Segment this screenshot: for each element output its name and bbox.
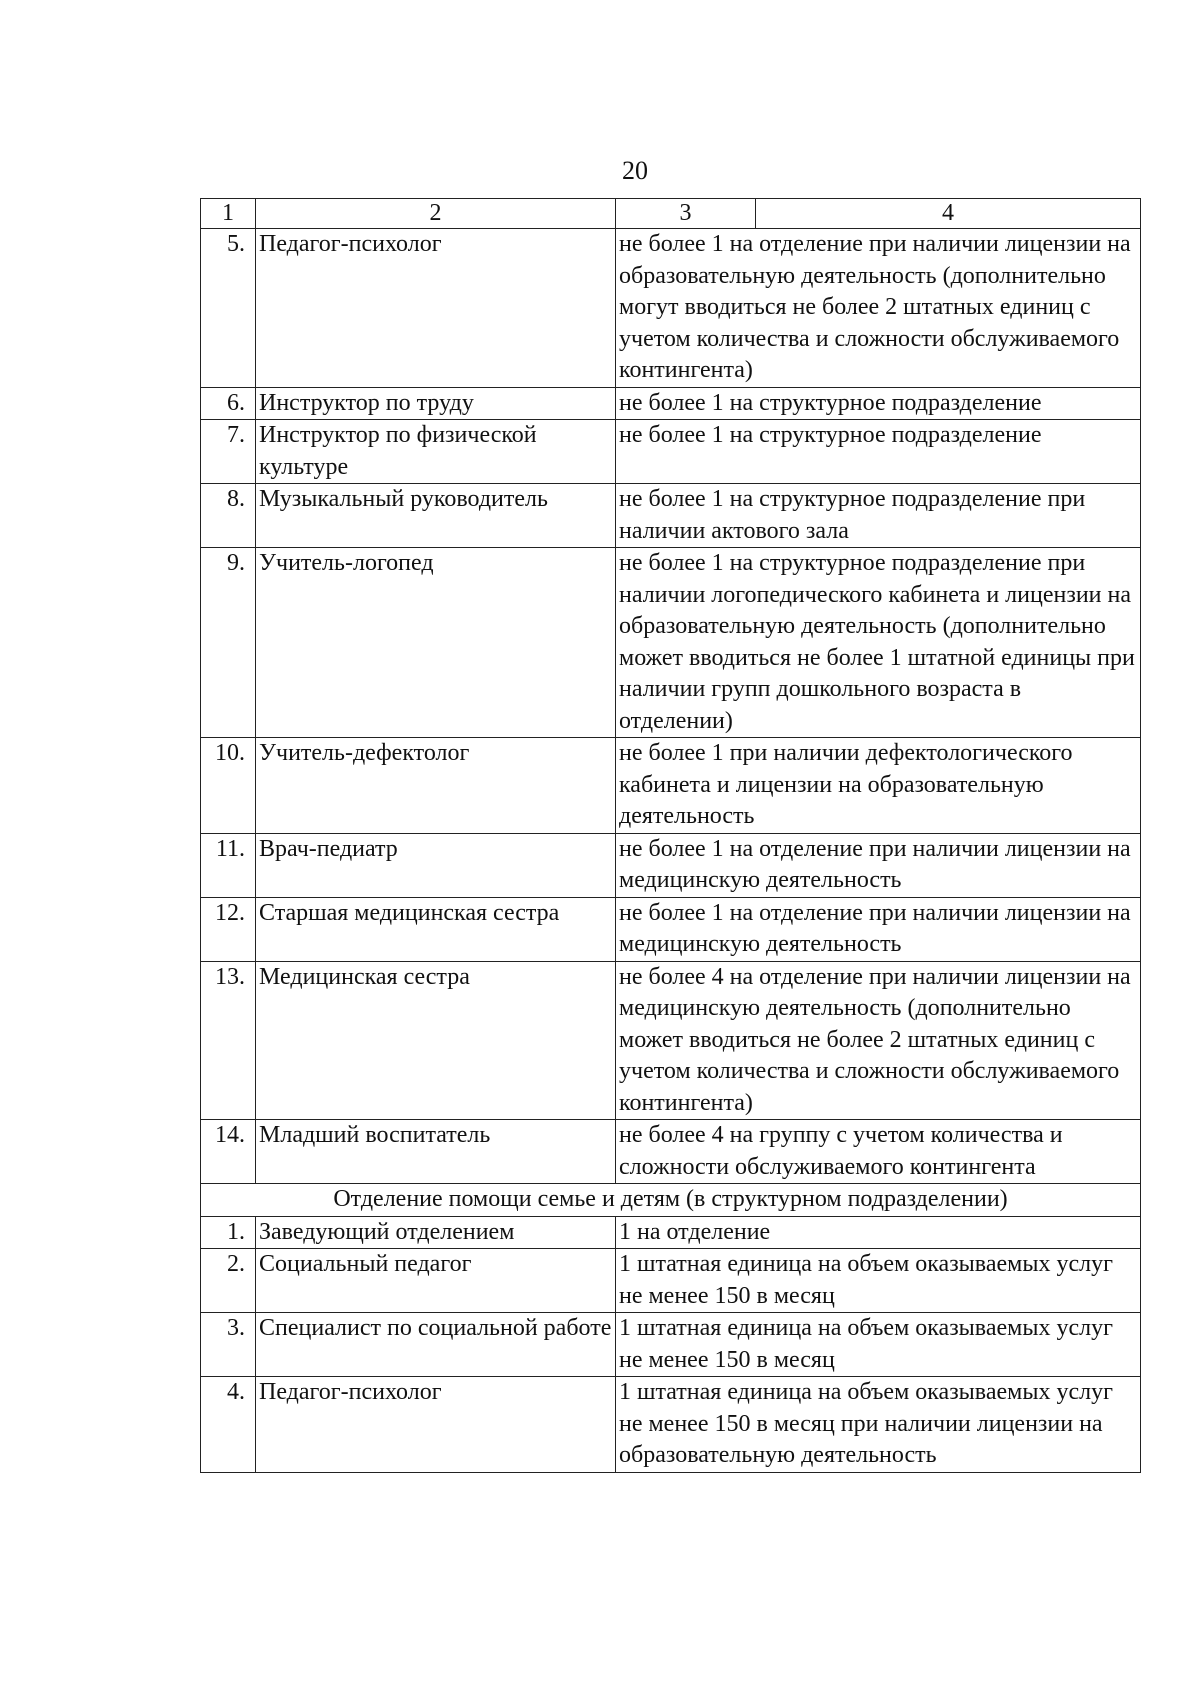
staffing-table: [200, 198, 1141, 1473]
staffing-norm: не более 1 на структурное подразделение: [616, 420, 1141, 484]
staffing-norm: не более 1 при наличии дефектологического кабинета и лицензии на образовательную деятельность: [616, 738, 1141, 834]
row-number: 10.: [201, 738, 256, 834]
staffing-norm: не более 4 на отделение при наличии лицензии на медицинскую деятельность (дополнительно может вводиться не более 2 штатных единиц с учетом количества и сложности обслуживаемого контингента): [616, 961, 1141, 1120]
section-title: Отделение помощи семье и детям (в структурном подразделении): [201, 1184, 1141, 1217]
row-number: 7.: [201, 420, 256, 484]
staffing-norm: не более 1 на отделение при наличии лицензии на образовательную деятельность (дополнительно могут вводиться не более 2 штатных единиц с учетом количества и сложности обслуживаемого контингента): [616, 229, 1141, 388]
row-number: 9.: [201, 548, 256, 738]
staffing-norm: 1 штатная единица на объем оказываемых услуг не менее 150 в месяц: [616, 1249, 1141, 1313]
row-number: 11.: [201, 833, 256, 897]
table-row: [201, 484, 1141, 548]
staffing-norm: 1 на отделение: [616, 1216, 1141, 1249]
row-number: 14.: [201, 1120, 256, 1184]
table-row: [201, 229, 1141, 388]
staffing-norm: не более 1 на отделение при наличии лицензии на медицинскую деятельность: [616, 897, 1141, 961]
table-row: [201, 1313, 1141, 1377]
staffing-norm: не более 1 на структурное подразделение: [616, 387, 1141, 420]
row-number: 3.: [201, 1313, 256, 1377]
table-row: [201, 833, 1141, 897]
row-number: 6.: [201, 387, 256, 420]
position-name: Заведующий отделением: [256, 1216, 616, 1249]
position-name: Социальный педагог: [256, 1249, 616, 1313]
staffing-norm: 1 штатная единица на объем оказываемых услуг не менее 150 в месяц: [616, 1313, 1141, 1377]
column-number-row: [201, 199, 1141, 229]
position-name: Инструктор по труду: [256, 387, 616, 420]
position-name: Инструктор по физической культуре: [256, 420, 616, 484]
position-name: Специалист по социальной работе: [256, 1313, 616, 1377]
table-row: [201, 1216, 1141, 1249]
table-row: [201, 1249, 1141, 1313]
column-number-3: 3: [616, 199, 756, 229]
row-number: 8.: [201, 484, 256, 548]
table-row: [201, 548, 1141, 738]
staffing-norm: не более 4 на группу с учетом количества и сложности обслуживаемого контингента: [616, 1120, 1141, 1184]
table-row: [201, 1377, 1141, 1473]
position-name: Учитель-дефектолог: [256, 738, 616, 834]
position-name: Педагог-психолог: [256, 1377, 616, 1473]
column-number-2: 2: [256, 199, 616, 229]
staffing-norm: не более 1 на структурное подразделение при наличии логопедического кабинета и лицензии на образовательную деятельность (дополнительно может вводиться не более 1 штатной единицы при наличии групп дошкольного возраста в отделении): [616, 548, 1141, 738]
column-number-1: 1: [201, 199, 256, 229]
table-row: [201, 387, 1141, 420]
position-name: Врач-педиатр: [256, 833, 616, 897]
page-number: 20: [622, 156, 648, 185]
staffing-norm: не более 1 на отделение при наличии лицензии на медицинскую деятельность: [616, 833, 1141, 897]
row-number: 13.: [201, 961, 256, 1120]
table-row: [201, 738, 1141, 834]
table-row: [201, 897, 1141, 961]
position-name: Музыкальный руководитель: [256, 484, 616, 548]
staffing-norm: не более 1 на структурное подразделение при наличии актового зала: [616, 484, 1141, 548]
position-name: Старшая медицинская сестра: [256, 897, 616, 961]
position-name: Младший воспитатель: [256, 1120, 616, 1184]
table-row: [201, 961, 1141, 1120]
row-number: 5.: [201, 229, 256, 388]
column-number-4: 4: [756, 199, 1141, 229]
row-number: 12.: [201, 897, 256, 961]
row-number: 1.: [201, 1216, 256, 1249]
position-name: Медицинская сестра: [256, 961, 616, 1120]
staffing-table-body: [201, 199, 1141, 1473]
position-name: Учитель-логопед: [256, 548, 616, 738]
row-number: 2.: [201, 1249, 256, 1313]
table-row: [201, 420, 1141, 484]
row-number: 4.: [201, 1377, 256, 1473]
table-row: [201, 1120, 1141, 1184]
section-row: [201, 1184, 1141, 1217]
staffing-norm: 1 штатная единица на объем оказываемых услуг не менее 150 в месяц при наличии лицензии на образовательную деятельность: [616, 1377, 1141, 1473]
position-name: Педагог-психолог: [256, 229, 616, 388]
